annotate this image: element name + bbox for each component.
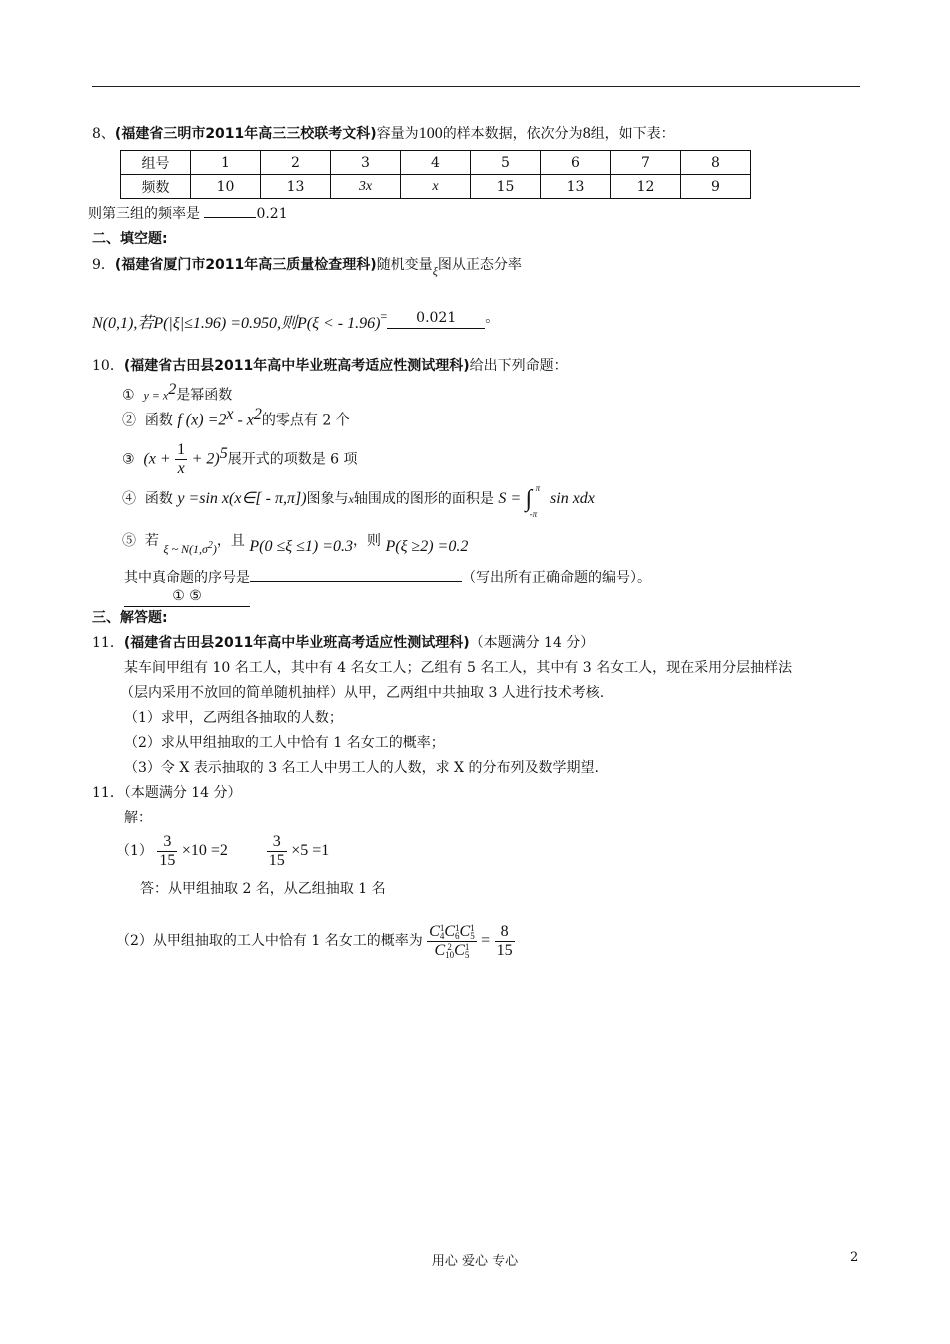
q9-eq: =	[380, 309, 388, 323]
item-dist-expr: ξ ~ N(1,σ	[163, 542, 208, 556]
q10-text: 给出下列命题：	[469, 358, 568, 374]
item-dist	[163, 542, 217, 556]
item-expr: P(0 ≤ξ ≤1) =0.3	[249, 538, 354, 555]
table-cell: 13	[261, 175, 331, 199]
item-text: 轴围成的图形的面积是	[353, 491, 494, 507]
table-cell: 12	[611, 175, 681, 199]
q8-text-a: 容量为	[376, 126, 419, 142]
item-text: 的零点有 2 个	[261, 412, 350, 429]
q11-score: （本题满分 14 分）	[469, 635, 595, 651]
table-cell: 7	[611, 151, 681, 175]
q8-number: 8、	[92, 126, 115, 142]
fraction-numerator: 8	[495, 923, 515, 942]
item-mark: ④	[122, 491, 136, 507]
q8-sample-size: 100	[418, 125, 443, 142]
q10-line	[92, 356, 568, 376]
q10-item-3	[122, 434, 358, 480]
fraction-2	[267, 833, 287, 870]
table-cell: 6	[541, 151, 611, 175]
q11-s3: （3）令 X 表示抽取的 3 名工人中男工人的人数，求 X 的分布列及数学期望.	[124, 760, 599, 776]
integral-sign: ∫	[525, 486, 533, 512]
integrand: sin xdx	[550, 490, 595, 507]
fraction-denominator: 15	[268, 851, 285, 869]
fraction-numerator: 3	[267, 833, 287, 852]
fraction-denominator: x	[177, 460, 185, 478]
fraction-numerator: C 1 4 C 1 6 C 1 5	[429, 922, 475, 941]
integral	[525, 483, 546, 519]
fraction-numerator: 3	[157, 833, 177, 852]
item-text: 若	[144, 533, 159, 549]
item-expr-mid: - x	[233, 411, 254, 429]
q10-item-4	[122, 483, 595, 519]
combination-fraction	[427, 923, 477, 960]
q11-s1: （1）求甲，乙两组各抽取的人数；	[124, 710, 343, 726]
table-header-cell: 组号	[121, 151, 191, 175]
q10-ask: 其中真命题的序号是	[124, 570, 250, 586]
q9-line	[92, 255, 522, 278]
solution-part1-label: （1）	[116, 843, 153, 859]
section-fill-in: 二、填空题:	[92, 231, 168, 247]
fraction-2-rest: ×5 =1	[291, 842, 330, 859]
table-header-cell: 频数	[121, 175, 191, 199]
fraction-1-rest: ×10 =2	[181, 842, 228, 859]
q10-item-5	[122, 528, 469, 556]
q8-text-c: 组，如下表：	[590, 126, 675, 142]
item-expr: (x +	[143, 450, 171, 468]
q11-p2: （层内采用不放回的简单随机抽样）从甲，乙两组中共抽取 3 人进行技术考核.	[120, 685, 605, 701]
q10-item-2	[122, 405, 350, 431]
table-cell: 15	[471, 175, 541, 199]
item-expr: P(ξ ≥2) =0.2	[385, 538, 469, 555]
table-row	[121, 175, 751, 199]
q8-source: (福建省三明市2011年高三三校联考文科)	[114, 126, 377, 142]
item-expr: y =sin x(x∈[ - π,π])	[177, 490, 307, 507]
item-sup: 5	[219, 445, 228, 462]
q10-ask-line	[124, 568, 651, 588]
q11-number: 11．	[92, 635, 124, 651]
item-text: 函数	[144, 412, 173, 429]
solution-part1	[116, 831, 329, 871]
item-sup: 2	[253, 406, 262, 423]
fraction-denominator: 15	[496, 941, 513, 959]
fraction-numerator: 1	[177, 441, 186, 459]
q10-answer-line	[124, 586, 250, 607]
table-cell: 10	[191, 175, 261, 199]
table-cell: 3x	[331, 175, 401, 199]
item-text: 展开式的项数是 6 项	[227, 451, 358, 468]
q9-number: 9．	[92, 257, 115, 273]
table-cell: 4	[401, 151, 471, 175]
q11-s2: （2）求从甲组抽取的工人中恰有 1 名女工的概率；	[124, 735, 445, 751]
q9-text2: 图从正态分率	[437, 257, 522, 273]
table-cell: 5	[471, 151, 541, 175]
q9-formula	[92, 309, 500, 335]
table-cell: 8	[681, 151, 751, 175]
table-cell: x	[401, 175, 471, 199]
item-mark: ①	[122, 387, 135, 404]
item-sup: 2	[207, 540, 213, 551]
q8-blank	[204, 217, 256, 218]
solution-part2-text: （2）从甲组抽取的工人中恰有 1 名女工的概率为	[116, 933, 423, 949]
item-expr-mid: + 2)	[191, 450, 220, 468]
q11-source: (福建省古田县2011年高中毕业班高考适应性测试理科)	[123, 635, 470, 651]
table-cell: 1	[191, 151, 261, 175]
header-rule	[92, 86, 860, 87]
q10-item-1	[122, 380, 232, 406]
solution-jie: 解：	[124, 810, 152, 826]
item-mark: ⑤	[122, 533, 136, 549]
q10-source: (福建省古田县2011年高中毕业班高考适应性测试理科)	[123, 358, 470, 374]
q9-end: 。	[485, 310, 500, 326]
q11-p1: 某车间甲组有 10 名工人，其中有 4 名女工人；乙组有 5 名工人，其中有 3 名女工人，现在采用分层抽样法	[124, 660, 793, 676]
solution-head: 11．（本题满分 14 分）	[92, 785, 242, 801]
result-fraction	[495, 923, 515, 960]
fraction-denominator: 15	[159, 851, 176, 869]
solution-part2	[116, 917, 515, 965]
frequency-table	[120, 150, 751, 199]
q8-groups: 8	[582, 125, 591, 142]
q9-answer: 0.021	[387, 308, 485, 329]
item-text: 函数	[144, 491, 173, 507]
q10-blank	[250, 581, 462, 582]
q9-text: 随机变量	[376, 257, 433, 273]
table-cell: 13	[541, 175, 611, 199]
equals-sign: =	[481, 932, 491, 949]
table-cell: 9	[681, 175, 751, 199]
q8-line	[92, 124, 675, 144]
q9-source: (福建省厦门市2011年高三质量检查理科)	[114, 257, 377, 273]
q9-formula-b: |≤1.96) =0.950,则P(	[179, 315, 313, 332]
item-sup: 2	[168, 381, 177, 398]
item-text: ，且	[216, 533, 245, 549]
section-solve: 三、解答题:	[92, 610, 168, 626]
q8-answer-line	[88, 204, 288, 224]
table-row	[121, 151, 751, 175]
item-x: x	[348, 492, 354, 506]
q9-xi: ξ	[432, 264, 438, 278]
item-dist-close: )	[212, 542, 217, 556]
q8-answer: 0.21	[256, 206, 288, 222]
item-mark: ②	[122, 412, 136, 429]
page-number: 2	[850, 1250, 859, 1265]
q10-number: 10．	[92, 358, 124, 374]
q9-xi-2: ξ	[172, 315, 180, 332]
q9-formula-a: N(0,1),若P(|	[92, 315, 173, 332]
fraction-1	[157, 833, 177, 870]
item-sup: x	[226, 406, 234, 423]
table-cell: 2	[261, 151, 331, 175]
item-text: 是幂函数	[176, 387, 233, 404]
solution-answer1: 答：从甲组抽取 2 名，从乙组抽取 1 名	[140, 881, 386, 897]
item-text: 图象与	[306, 491, 349, 507]
item-fraction	[175, 441, 187, 478]
item-expr: f (x) =2	[177, 411, 227, 429]
item-text: ，则	[353, 533, 382, 549]
fraction-denominator: C 2 10 C 1 5	[434, 941, 470, 960]
table-cell: 3	[331, 151, 401, 175]
integral-upper: π	[535, 483, 541, 493]
q9-xi-3: ξ	[312, 315, 319, 332]
page-footer: 用心 爱心 专心	[431, 1254, 519, 1269]
item-mark: ③	[122, 451, 135, 468]
q8-answer-text: 则第三组的频率是	[88, 206, 200, 222]
q10-answer: ① ⑤	[124, 586, 250, 607]
item-expr: y = x	[143, 388, 169, 403]
q11-line	[92, 633, 594, 653]
q8-text-b: 的样本数据，依次分为	[442, 126, 583, 142]
q9-formula-c: < - 1.96)	[318, 315, 381, 332]
q10-ask-post: （写出所有正确命题的编号）。	[462, 570, 651, 586]
integral-lower: -π	[529, 509, 538, 519]
item-s: S =	[498, 490, 522, 507]
